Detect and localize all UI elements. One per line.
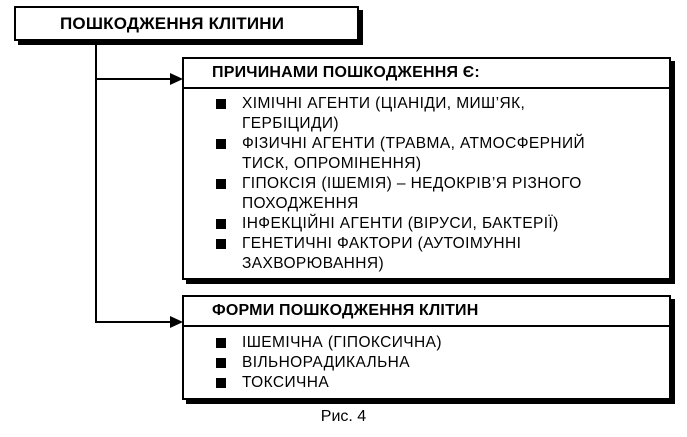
causes-item-line: ЗАХВОРЮВАННЯ) [242, 255, 385, 272]
causes-item-line: ГЕНЕТИЧНІ ФАКТОРИ (АУТОІМУННІ [242, 235, 522, 252]
causes-item-line: ГЕРБІЦИДИ) [242, 115, 339, 132]
causes-item-line: ФІЗИЧНІ АГЕНТИ (ТРАВМА, АТМОСФЕРНИЙ [242, 135, 586, 152]
bullet-square-icon [216, 179, 226, 189]
title-box [14, 6, 359, 41]
bullet-square-icon [216, 99, 226, 109]
forms-item-line: ВІЛЬНОРАДИКАЛЬНА [242, 354, 411, 371]
forms-header: ФОРМИ ПОШКОДЖЕННЯ КЛІТИН [184, 297, 669, 327]
connector-vertical [95, 41, 97, 323]
forms-panel [182, 295, 671, 400]
bullet-square-icon [216, 358, 226, 368]
forms-item-line: ТОКСИЧНА [242, 374, 330, 391]
bullet-square-icon [216, 139, 226, 149]
causes-item-line: ГІПОКСІЯ (ІШЕМІЯ) – НЕДОКРІВ’Я РІЗНОГО [242, 175, 582, 192]
causes-item [184, 174, 669, 214]
causes-header: ПРИЧИНАМИ ПОШКОДЖЕННЯ Є: [184, 59, 669, 89]
forms-list [184, 333, 669, 393]
forms-item-line: ІШЕМІЧНА (ГІПОКСИЧНА) [242, 334, 442, 351]
connector-to-causes [95, 78, 175, 80]
causes-item-line: ПОХОДЖЕННЯ [242, 195, 359, 212]
bullet-square-icon [216, 338, 226, 348]
causes-item-line: ТИСК, ОПРОМІНЕННЯ) [242, 155, 422, 172]
causes-list [184, 94, 669, 274]
causes-item-line: ХІМІЧНІ АГЕНТИ (ЦІАНІДИ, МИШ’ЯК, [242, 95, 526, 112]
diagram-title: ПОШКОДЖЕННЯ КЛІТИНИ [60, 13, 285, 33]
bullet-square-icon [216, 219, 226, 229]
connector-to-forms [95, 321, 175, 323]
causes-item [184, 134, 669, 174]
bullet-square-icon [216, 239, 226, 249]
forms-item [184, 373, 669, 393]
forms-item [184, 333, 669, 353]
bullet-square-icon [216, 378, 226, 388]
forms-item [184, 353, 669, 373]
causes-item [184, 214, 669, 234]
causes-panel [182, 57, 671, 280]
causes-item [184, 234, 669, 274]
causes-item [184, 94, 669, 134]
figure-caption: Рис. 4 [320, 408, 367, 425]
causes-item-line: ІНФЕКЦІЙНІ АГЕНТИ (ВІРУСИ, БАКТЕРІЇ) [242, 215, 559, 232]
